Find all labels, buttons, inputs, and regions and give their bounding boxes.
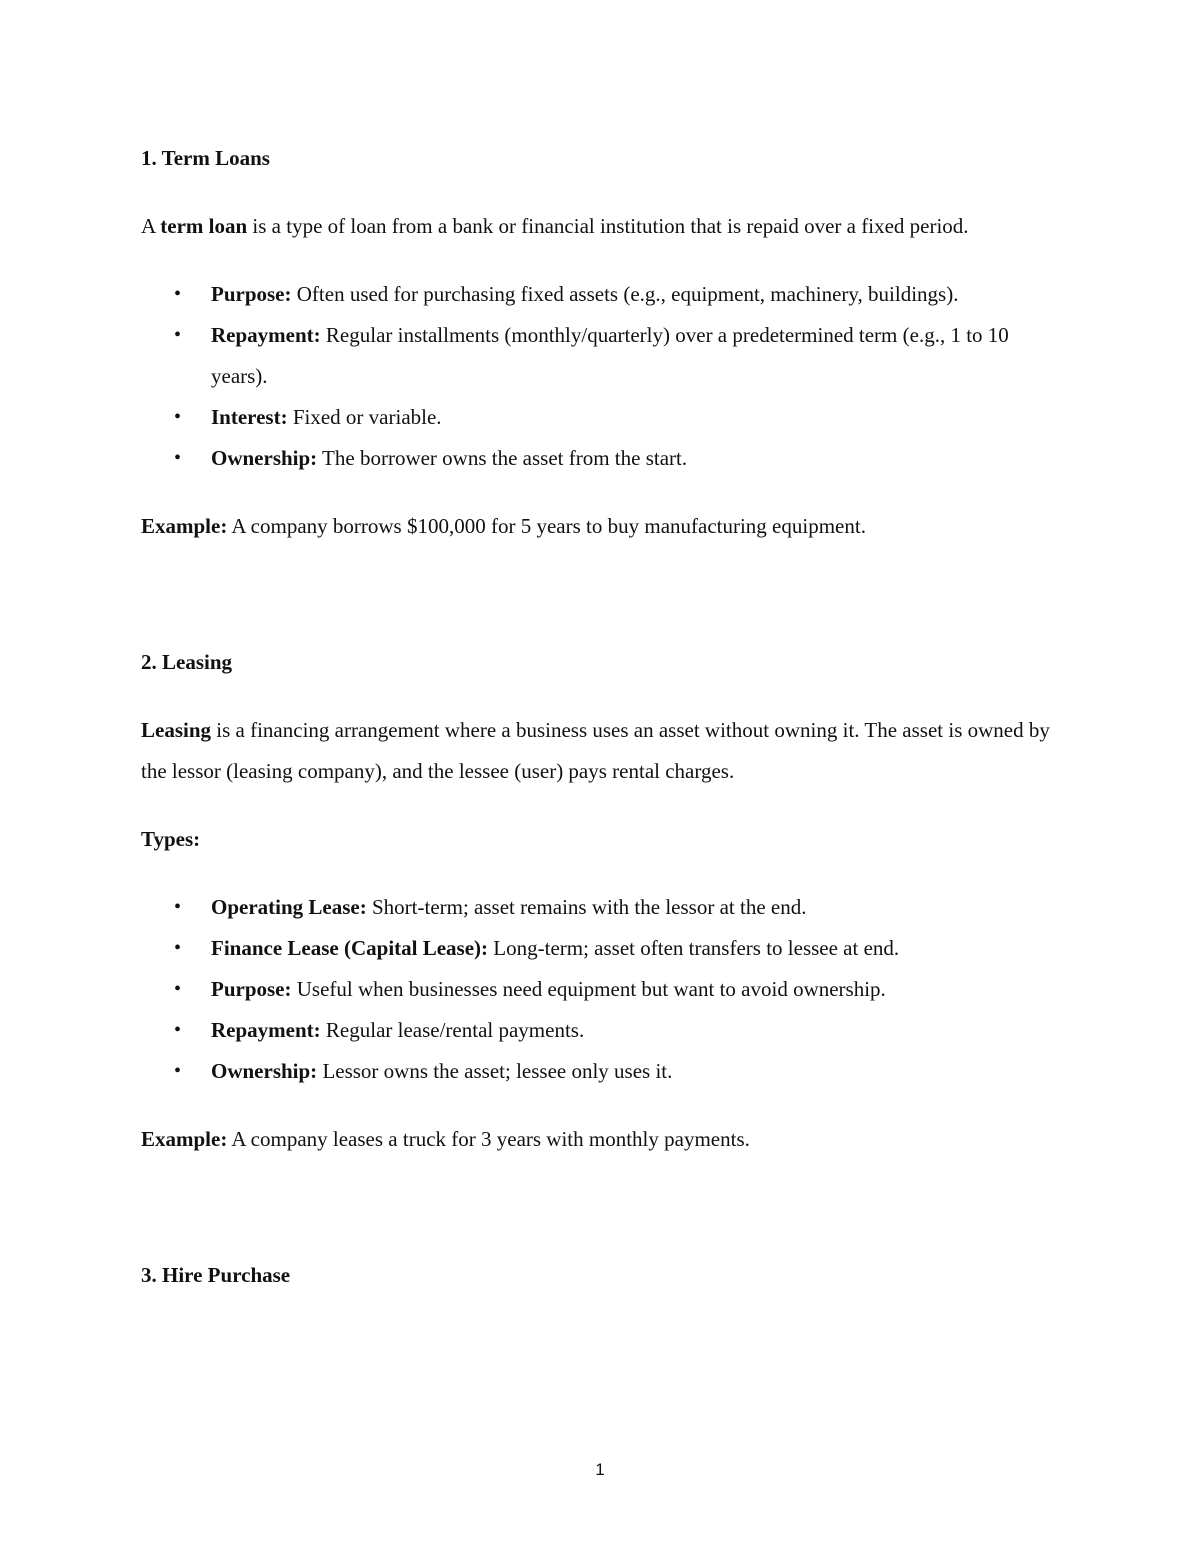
page-number: 1 <box>595 1460 605 1479</box>
bullet-icon: • <box>174 896 182 918</box>
list-item <box>141 1010 1058 1051</box>
bullet-label: Finance Lease (Capital Lease): <box>211 936 489 960</box>
bullet-text: Regular lease/rental payments. <box>320 1018 585 1042</box>
term-loan-bullet-list <box>141 274 1058 479</box>
document-body <box>141 138 1058 1296</box>
list-item <box>141 969 1058 1010</box>
list-item <box>141 887 1058 928</box>
bullet-icon: • <box>174 937 182 959</box>
example-text: A company leases a truck for 3 years with monthly payments. <box>227 1127 750 1151</box>
bullet-text: Regular installments (monthly/quarterly) over a predetermined term (e.g., 1 to 10 years). <box>211 323 1009 388</box>
intro-text: is a type of loan from a bank or financial institution that is repaid over a fixed period. <box>247 214 969 238</box>
bullet-label: Ownership: <box>211 446 318 470</box>
bullet-label: Repayment: <box>211 1018 321 1042</box>
term-loan-example <box>141 506 1058 547</box>
intro-text: is a financing arrangement where a business uses an asset without owning it. The asset is owned by the lessor (leasing company), and the lessee (user) pays rental charges. <box>141 718 1050 783</box>
bullet-label: Ownership: <box>211 1059 318 1083</box>
bullet-icon: • <box>174 978 182 1000</box>
bullet-text: Fixed or variable. <box>287 405 442 429</box>
bullet-text: Long-term; asset often transfers to lessee at end. <box>488 936 900 960</box>
bullet-icon: • <box>174 1060 182 1082</box>
leasing-definition <box>141 710 1058 792</box>
bullet-icon: • <box>174 324 182 346</box>
bullet-label: Purpose: <box>211 977 292 1001</box>
list-item <box>141 315 1058 397</box>
bullet-label: Interest: <box>211 405 288 429</box>
example-text: A company borrows $100,000 for 5 years to buy manufacturing equipment. <box>227 514 866 538</box>
bullet-icon: • <box>174 1019 182 1041</box>
bullet-text: Short-term; asset remains with the lessor at the end. <box>366 895 807 919</box>
types-label-text: Types: <box>141 827 201 851</box>
intro-text: A <box>141 214 161 238</box>
bullet-label: Operating Lease: <box>211 895 367 919</box>
bullet-text: The borrower owns the asset from the start. <box>317 446 688 470</box>
bullet-icon: • <box>174 406 182 428</box>
list-item <box>141 928 1058 969</box>
list-item <box>141 397 1058 438</box>
leasing-example <box>141 1119 1058 1160</box>
bullet-icon: • <box>174 283 182 305</box>
leasing-bullet-list <box>141 887 1058 1092</box>
bullet-label: Repayment: <box>211 323 321 347</box>
types-label <box>141 819 1058 860</box>
bullet-text: Often used for purchasing fixed assets (e.g., equipment, machinery, buildings). <box>291 282 959 306</box>
example-label: Example: <box>141 514 228 538</box>
term-loan-definition <box>141 206 1058 247</box>
term-loan-bold: term loan <box>160 214 248 238</box>
bullet-text: Useful when businesses need equipment but want to avoid ownership. <box>291 977 886 1001</box>
section-heading-term-loans: 1. Term Loans <box>141 146 270 170</box>
section-heading-hire-purchase: 3. Hire Purchase <box>141 1263 291 1287</box>
list-item <box>141 274 1058 315</box>
list-item <box>141 1051 1058 1092</box>
bullet-label: Purpose: <box>211 282 292 306</box>
bullet-text: Lessor owns the asset; lessee only uses it. <box>317 1059 673 1083</box>
list-item <box>141 438 1058 479</box>
leasing-bold: Leasing <box>141 718 212 742</box>
bullet-icon: • <box>174 447 182 469</box>
example-label: Example: <box>141 1127 228 1151</box>
section-heading-leasing: 2. Leasing <box>141 650 233 674</box>
